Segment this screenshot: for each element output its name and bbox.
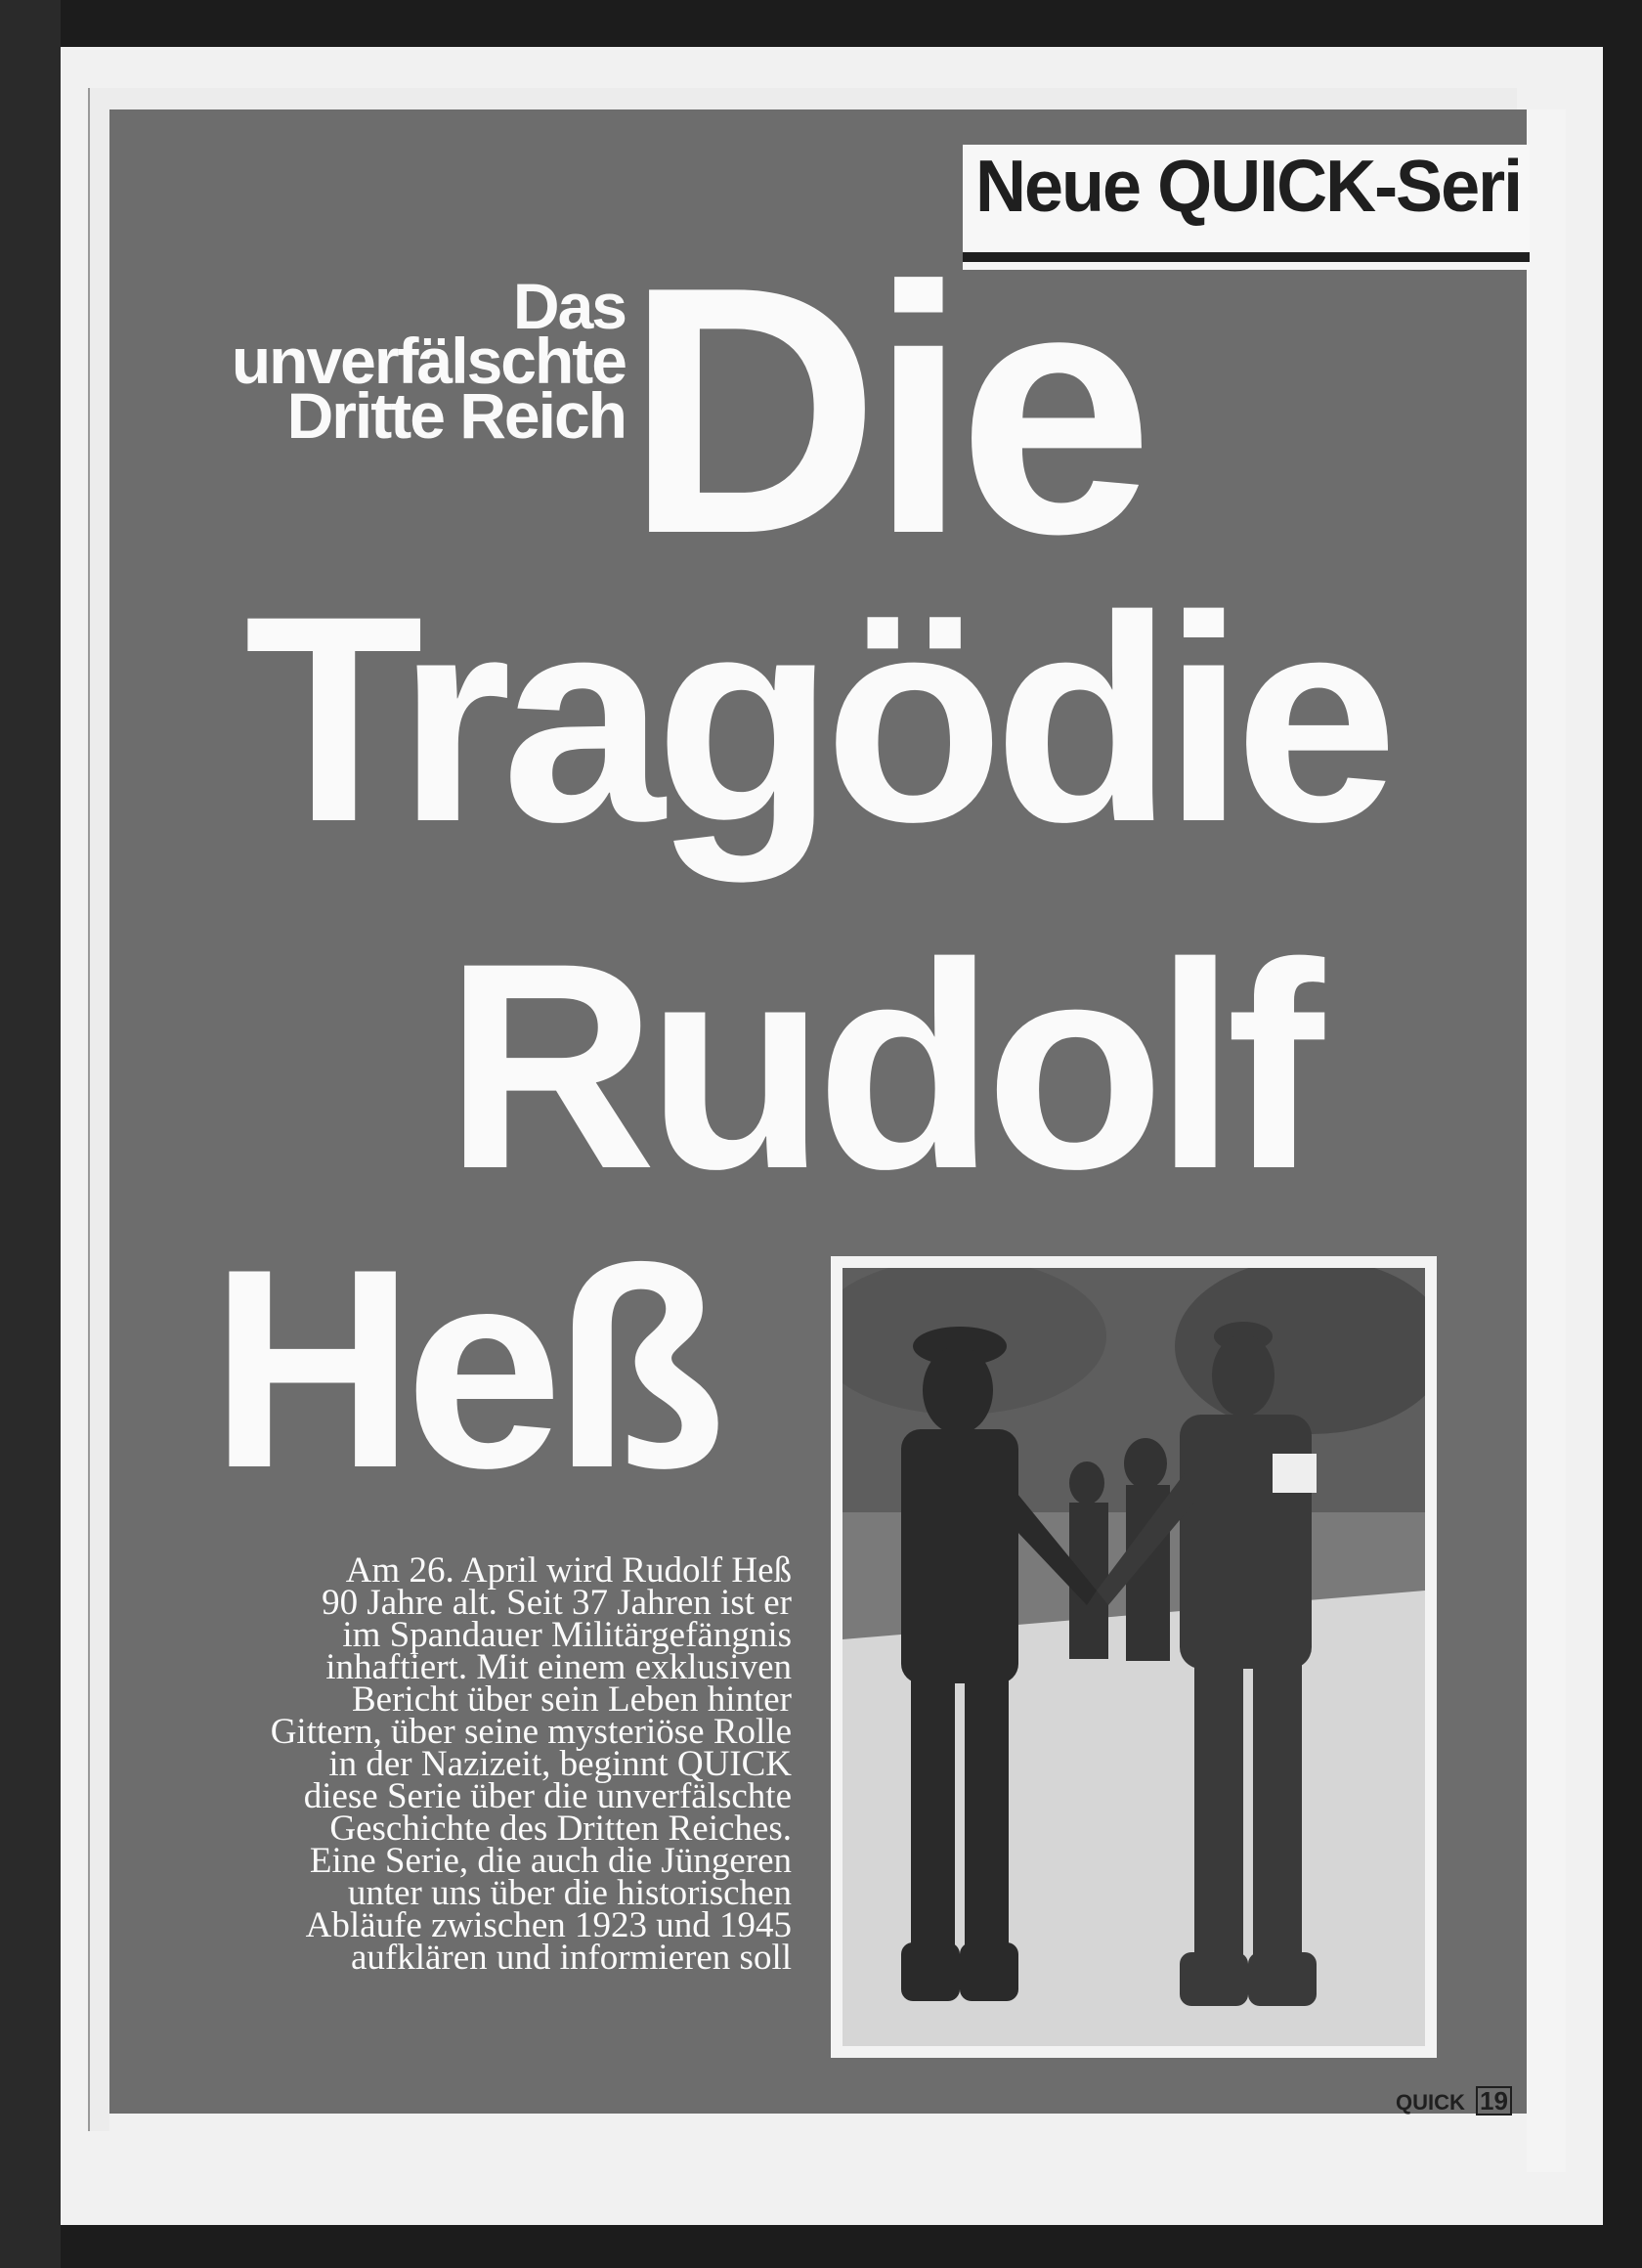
body-line: Gittern, über seine mysteriöse Rolle [270, 1712, 792, 1752]
series-label: Neue QUICK-Seri [975, 146, 1522, 228]
article-intro [137, 1550, 792, 1978]
body-line: unter uns über die historischen [347, 1873, 792, 1913]
photo-illustration [843, 1268, 1425, 2046]
kicker-line-2: unverfälschte [231, 325, 626, 397]
body-line: Bericht über sein Leben hinter [352, 1679, 792, 1720]
body-line: Geschichte des Dritten Reiches. [329, 1809, 792, 1849]
body-line: Am 26. April wird Rudolf Heß [345, 1550, 792, 1591]
kicker [231, 270, 626, 452]
body-line: aufklären und informieren soll [350, 1938, 792, 1978]
page-right-margin [1527, 109, 1566, 2172]
kicker-line-3: Dritte Reich [286, 379, 626, 452]
body-line: inhaftiert. Mit einem exklusiven [325, 1647, 792, 1687]
body-line: in der Nazizeit, beginnt QUICK [328, 1744, 792, 1784]
headline-line-hess: Heß [210, 1210, 716, 1527]
headline-line-rudolf: Rudolf [445, 901, 1315, 1230]
headline-line-die: Die [626, 214, 1145, 607]
historical-photo [843, 1268, 1425, 2046]
body-line: Abläufe zwischen 1923 und 1945 [305, 1905, 792, 1945]
page-bottom-margin [109, 2114, 1527, 2172]
folio-page-number: 19 [1476, 2086, 1512, 2115]
folio-brand: QUICK [1396, 2090, 1465, 2115]
body-line: 90 Jahre alt. Seit 37 Jahren ist er [322, 1583, 792, 1623]
headline-line-tragodie: Tragödie [244, 554, 1389, 883]
body-line: im Spandauer Militärgefängnis [342, 1615, 792, 1655]
body-line: Eine Serie, die auch die Jüngeren [309, 1841, 792, 1881]
album-background [0, 0, 61, 2268]
kicker-line-1: Das [512, 270, 626, 342]
body-line: diese Serie über die unverfälschte [303, 1776, 792, 1816]
